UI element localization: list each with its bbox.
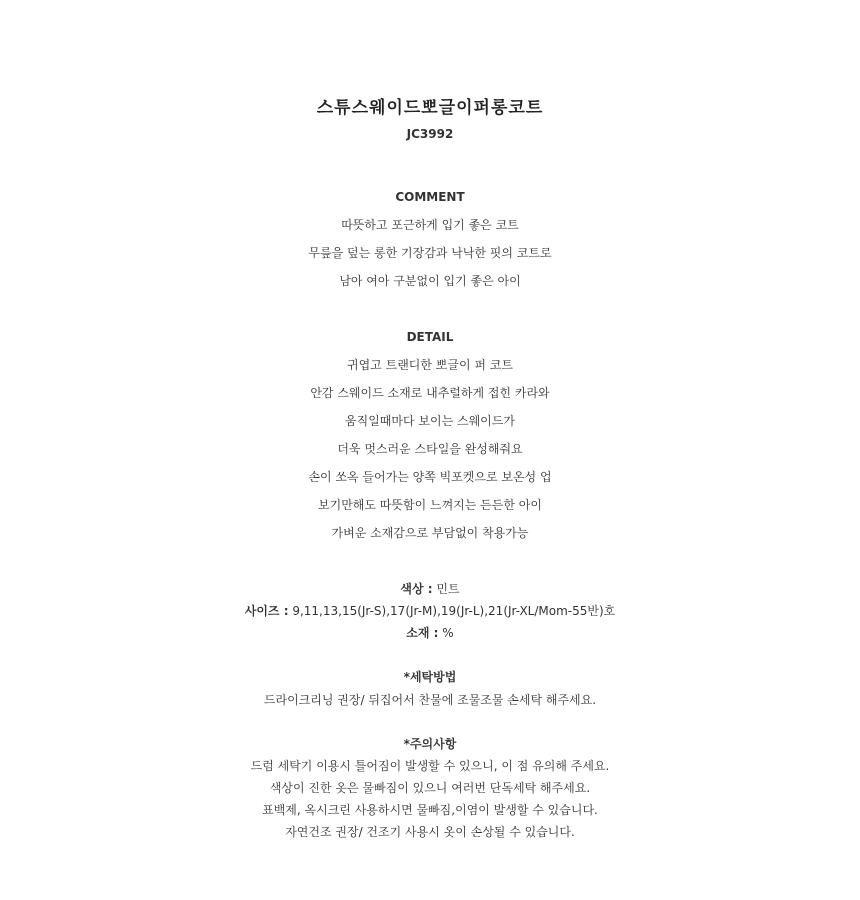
caution-line: 색상이 진한 옷은 물빠짐이 있으니 여러번 단독세탁 해주세요. (269, 781, 591, 795)
detail-line: 귀엽고 트랜디한 뽀글이 퍼 코트 (347, 358, 513, 372)
color-value: 민트 (436, 582, 460, 596)
color-label: 색상 : (400, 582, 433, 596)
detail-line: 더욱 멋스러운 스타일을 완성해줘요 (337, 442, 523, 456)
detail-line: 안감 스웨이드 소재로 내추럴하게 접힌 카라와 (310, 386, 550, 400)
comment-line: 따뜻하고 포근하게 입기 좋은 코트 (341, 218, 519, 232)
comment-line: 남아 여아 구분없이 입기 좋은 아이 (339, 274, 521, 288)
comment-heading: COMMENT (395, 190, 465, 204)
size-value: 9,11,13,15(Jr-S),17(Jr-M),19(Jr-L),21(Jr-XL/Mom-55반)호 (292, 604, 616, 618)
material-value: % (442, 626, 454, 640)
comment-line: 무릎을 덮는 롱한 기장감과 낙낙한 핏의 코트로 (308, 246, 552, 260)
size-label: 사이즈 : (244, 604, 289, 618)
detail-line: 보기만해도 따뜻함이 느껴지는 든든한 아이 (318, 498, 542, 512)
material-spec (0, 625, 860, 641)
caution-line: 자연건조 권장/ 건조기 사용시 옷이 손상될 수 있습니다. (285, 825, 575, 839)
caution-line: 드럼 세탁기 이용시 틀어짐이 발생할 수 있으니, 이 점 유의해 주세요. (250, 759, 610, 773)
size-spec (0, 603, 860, 619)
detail-heading: DETAIL (406, 330, 454, 344)
detail-line: 움직일때마다 보이는 스웨이드가 (345, 414, 515, 428)
washing-heading: *세탁방법 (403, 670, 457, 684)
washing-line: 드라이크리닝 권장/ 뒤집어서 찬물에 조물조물 손세탁 해주세요. (263, 693, 597, 707)
detail-line: 손이 쏘옥 들어가는 양쪽 빅포켓으로 보온성 업 (308, 470, 552, 484)
detail-line: 가벼운 소재감으로 부담없이 착용가능 (331, 526, 529, 540)
product-code: JC3992 (406, 127, 454, 141)
caution-heading: *주의사항 (403, 737, 457, 751)
product-name: 스튜스웨이드뽀글이퍼롱코트 (316, 98, 544, 118)
caution-line: 표백제, 옥시크린 사용하시면 물빠짐,이염이 발생할 수 있습니다. (262, 803, 598, 817)
color-spec (0, 581, 860, 597)
material-label: 소재 : (406, 626, 439, 640)
